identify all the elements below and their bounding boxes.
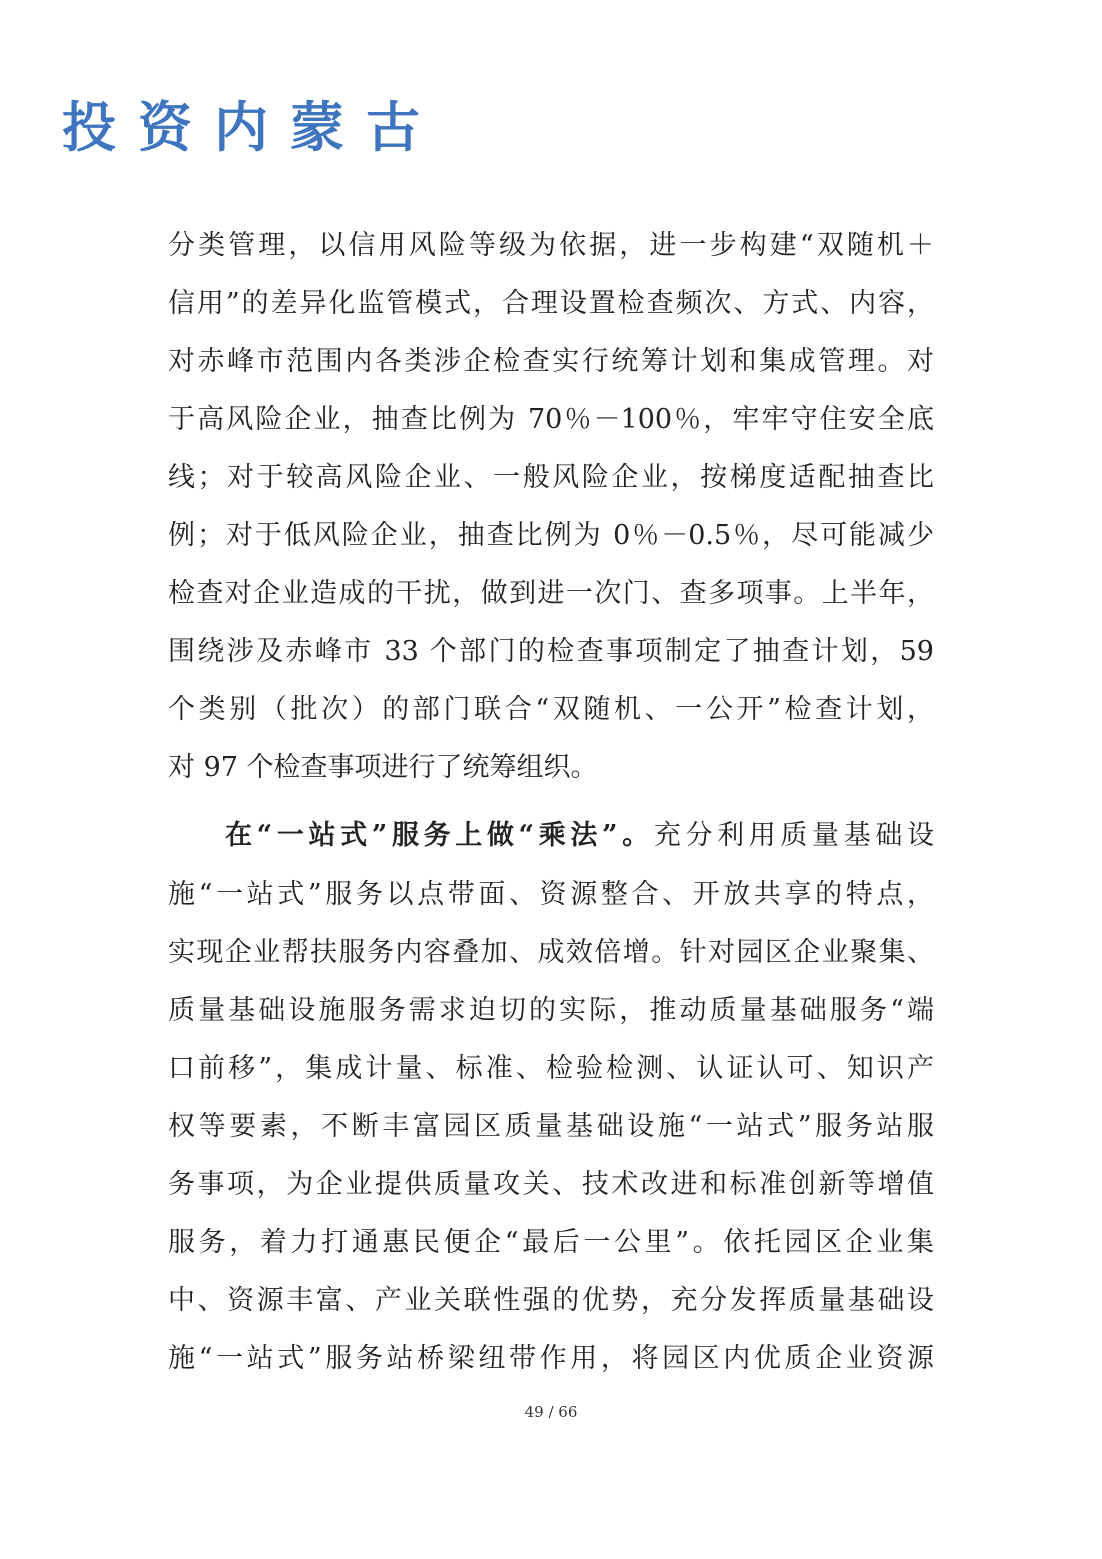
paragraph1-line: 对赤峰市范围内各类涉企检查实行统筹计划和集成管理。对 bbox=[168, 346, 934, 377]
paragraph1-line: 信用”的差异化监管模式，合理设置检查频次、方式、内容， bbox=[168, 288, 934, 319]
paragraph2-line: 中、资源丰富、产业关联性强的优势，充分发挥质量基础设 bbox=[168, 1285, 934, 1316]
paragraph2-first-rest: 充分利用质量基础设 bbox=[653, 820, 934, 851]
paragraph2-line: 施“一站式”服务站桥梁纽带作用，将园区内优质企业资源 bbox=[168, 1343, 934, 1374]
paragraph1-line: 例；对于低风险企业，抽查比例为 0％－0.5％，尽可能减少 bbox=[168, 520, 934, 551]
paragraph1-line: 检查对企业造成的干扰，做到进一次门、查多项事。上半年， bbox=[168, 578, 934, 609]
paragraph2-line: 权等要素，不断丰富园区质量基础设施“一站式”服务站服 bbox=[168, 1111, 934, 1142]
paragraph1-line: 围绕涉及赤峰市 33 个部门的检查事项制定了抽查计划，59 bbox=[168, 636, 934, 667]
paragraph1-line: 线；对于较高风险企业、一般风险企业，按梯度适配抽查比 bbox=[168, 462, 934, 493]
paragraph2-line: 口前移”，集成计量、标准、检验检测、认证认可、知识产 bbox=[168, 1053, 934, 1084]
paragraph2-first-line bbox=[225, 807, 934, 865]
paragraph1-line: 对 97 个检查事项进行了统筹组织。 bbox=[168, 752, 598, 783]
paragraph1-line: 于高风险企业，抽查比例为 70％－100％，牢牢守住安全底 bbox=[168, 404, 934, 435]
paragraph2-lead: 在“一站式”服务上做“乘法”。 bbox=[225, 820, 654, 851]
paragraph1-line: 分类管理，以信用风险等级为依据，进一步构建“双随机＋ bbox=[168, 230, 934, 261]
paragraph2-line: 质量基础设施服务需求迫切的实际，推动质量基础服务“端 bbox=[168, 995, 934, 1026]
paragraph2-line: 实现企业帮扶服务内容叠加、成效倍增。针对园区企业聚集、 bbox=[168, 937, 934, 968]
magazine-title: 投资内蒙古 bbox=[62, 95, 442, 159]
paragraph2-line: 服务，着力打通惠民便企“最后一公里”。依托园区企业集 bbox=[168, 1227, 934, 1258]
paragraph1-line: 个类别（批次）的部门联合“双随机、一公开”检查计划， bbox=[168, 694, 934, 725]
paragraph2-line: 施“一站式”服务以点带面、资源整合、开放共享的特点， bbox=[168, 879, 934, 910]
page-number: 49 / 66 bbox=[524, 1403, 578, 1421]
paragraph2-line: 务事项，为企业提供质量攻关、技术改进和标准创新等增值 bbox=[168, 1169, 934, 1200]
